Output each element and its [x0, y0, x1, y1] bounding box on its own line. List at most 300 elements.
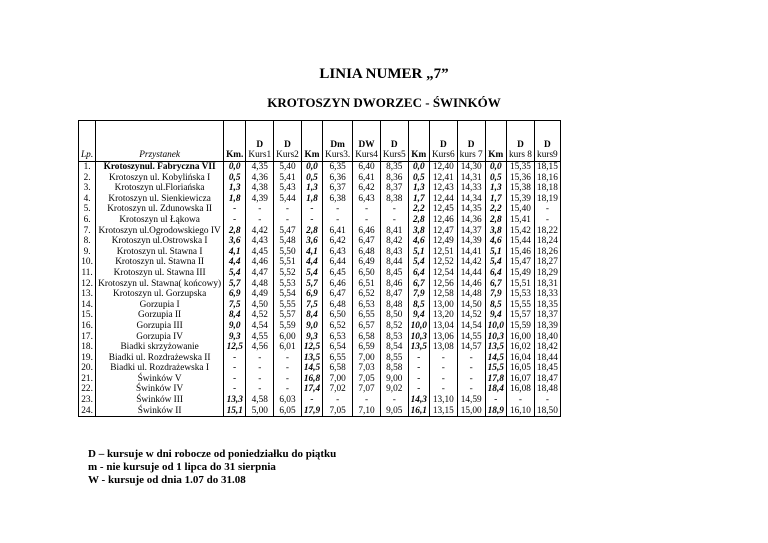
table-row — [79, 268, 561, 279]
cell-k1: 4,52 — [246, 310, 274, 321]
cell-k1: 4,46 — [246, 257, 274, 268]
cell-k2: - — [274, 384, 302, 395]
cell-k1: 4,50 — [246, 300, 274, 311]
cell-km4: 7,9 — [485, 289, 506, 300]
cell-stop: Gorzupia III — [96, 321, 224, 332]
table-row — [79, 342, 561, 353]
cell-k5: 8,41 — [380, 226, 408, 237]
cell-lp: 17. — [79, 332, 96, 343]
cell-k2: - — [274, 374, 302, 385]
column-label: Km — [304, 150, 320, 161]
cell-stop: Krotoszyn ul.Ostrowska I — [96, 236, 224, 247]
cell-k6: 13,00 — [429, 300, 457, 311]
cell-k5: 8,42 — [380, 236, 408, 247]
cell-k2: 6,00 — [274, 332, 302, 343]
cell-k8: 15,38 — [506, 183, 534, 194]
cell-k9: 18,37 — [534, 310, 560, 321]
cell-k3: 6,48 — [323, 300, 353, 311]
cell-k3: 6,58 — [323, 363, 353, 374]
table-row — [79, 406, 561, 417]
cell-km4: 5,4 — [485, 257, 506, 268]
cell-k7: 14,37 — [457, 226, 485, 237]
column-flag: D — [256, 139, 264, 150]
table-row — [79, 236, 561, 247]
cell-k4: - — [353, 395, 381, 406]
column-label: kurs 8 — [508, 150, 532, 161]
cell-k6: 12,41 — [429, 173, 457, 184]
cell-km3: 1,3 — [408, 183, 429, 194]
cell-km2: - — [301, 204, 322, 215]
cell-k3: 6,53 — [323, 332, 353, 343]
table-row — [79, 226, 561, 237]
cell-k7: 14,48 — [457, 289, 485, 300]
cell-k9: 18,16 — [534, 173, 560, 184]
column-flag: Dm — [330, 139, 345, 150]
cell-k5: 8,55 — [380, 353, 408, 364]
cell-stop: Krotoszyn ul. Stawna II — [96, 257, 224, 268]
column-flag: D — [284, 139, 291, 150]
cell-k7: 14,31 — [457, 173, 485, 184]
cell-k6: 12,56 — [429, 279, 457, 290]
cell-k6: 12,43 — [429, 183, 457, 194]
cell-k3: 6,55 — [323, 353, 353, 364]
cell-k1: 4,56 — [246, 342, 274, 353]
cell-km3: 0,5 — [408, 173, 429, 184]
cell-k2: 5,48 — [274, 236, 302, 247]
cell-k1: 5,00 — [246, 406, 274, 417]
cell-k7: 14,39 — [457, 236, 485, 247]
cell-stop: Świnków III — [96, 395, 224, 406]
table-row — [79, 279, 561, 290]
cell-km1: 7,5 — [224, 300, 246, 311]
cell-k6: 13,04 — [429, 321, 457, 332]
cell-k8: 15,42 — [506, 226, 534, 237]
cell-k7: - — [457, 384, 485, 395]
cell-km3: 1,7 — [408, 194, 429, 205]
cell-km2: 4,1 — [301, 247, 322, 258]
cell-km3: 5,4 — [408, 257, 429, 268]
cell-km4: 18,4 — [485, 384, 506, 395]
cell-km4: 0,5 — [485, 173, 506, 184]
cell-lp: 5. — [79, 204, 96, 215]
cell-k4: 6,58 — [353, 332, 381, 343]
cell-km2: 0,5 — [301, 173, 322, 184]
cell-k3: 6,52 — [323, 321, 353, 332]
cell-km2: 1,3 — [301, 183, 322, 194]
cell-k9: 18,26 — [534, 247, 560, 258]
column-label: Kurs4 — [355, 150, 378, 161]
cell-k5: 8,35 — [380, 162, 408, 173]
cell-k7: - — [457, 353, 485, 364]
cell-k4: 6,43 — [353, 194, 381, 205]
cell-k8: - — [506, 395, 534, 406]
cell-k8: 16,10 — [506, 406, 534, 417]
cell-km4: 8,5 — [485, 300, 506, 311]
cell-k5: - — [380, 204, 408, 215]
cell-k7: 14,34 — [457, 194, 485, 205]
cell-k8: 15,39 — [506, 194, 534, 205]
cell-k7: 14,54 — [457, 321, 485, 332]
cell-km1: 15,1 — [224, 406, 246, 417]
cell-k8: 16,05 — [506, 363, 534, 374]
column-flag: D — [544, 139, 551, 150]
cell-k5: 8,46 — [380, 279, 408, 290]
cell-lp: 20. — [79, 363, 96, 374]
cell-km3: 5,1 — [408, 247, 429, 258]
cell-k1: 4,54 — [246, 321, 274, 332]
cell-k9: 18,39 — [534, 321, 560, 332]
column-header-km4 — [485, 121, 506, 162]
cell-stop: Krotoszyn ul. Stawna III — [96, 268, 224, 279]
cell-km4: 6,4 — [485, 268, 506, 279]
cell-k6: 12,44 — [429, 194, 457, 205]
cell-k8: 15,41 — [506, 215, 534, 226]
cell-k8: 16,02 — [506, 342, 534, 353]
cell-k9: 18,27 — [534, 257, 560, 268]
cell-k1: 4,38 — [246, 183, 274, 194]
cell-k4: 7,07 — [353, 384, 381, 395]
cell-km1: 0,0 — [224, 162, 246, 173]
table-row — [79, 374, 561, 385]
cell-k5: 8,54 — [380, 342, 408, 353]
cell-k1: - — [246, 215, 274, 226]
cell-k7: 14,30 — [457, 162, 485, 173]
cell-stop: Krotoszyn ul Łąkowa — [96, 215, 224, 226]
cell-k2: 5,51 — [274, 257, 302, 268]
cell-km1: 9,3 — [224, 332, 246, 343]
column-label: Kurs3. — [325, 150, 351, 161]
cell-km3: 2,2 — [408, 204, 429, 215]
cell-k3: 6,38 — [323, 194, 353, 205]
cell-lp: 8. — [79, 236, 96, 247]
column-flag: DW — [358, 139, 375, 150]
table-row — [79, 363, 561, 374]
cell-km1: 1,3 — [224, 183, 246, 194]
cell-km4: - — [485, 395, 506, 406]
cell-k1: 4,43 — [246, 236, 274, 247]
cell-km1: 5,4 — [224, 268, 246, 279]
cell-k6: 12,49 — [429, 236, 457, 247]
cell-k7: 14,57 — [457, 342, 485, 353]
table-row — [79, 395, 561, 406]
cell-k4: 6,49 — [353, 257, 381, 268]
cell-km3: 10,3 — [408, 332, 429, 343]
table-row — [79, 257, 561, 268]
cell-stop: Biadki ul. Rozdrażewska I — [96, 363, 224, 374]
legend-line: m - nie kursuje od 1 lipca do 31 sierpnia — [88, 461, 276, 473]
cell-stop: Krotoszyn ul. Sienkiewicza — [96, 194, 224, 205]
cell-k1: - — [246, 374, 274, 385]
cell-k9: 18,15 — [534, 162, 560, 173]
cell-k1: 4,45 — [246, 247, 274, 258]
cell-k5: 8,48 — [380, 300, 408, 311]
column-label: Km. — [226, 150, 244, 161]
column-flag: D — [517, 139, 524, 150]
cell-km1: - — [224, 363, 246, 374]
cell-k5: 8,36 — [380, 173, 408, 184]
cell-k4: 6,50 — [353, 268, 381, 279]
column-header-k5 — [380, 121, 408, 162]
cell-k2: 5,52 — [274, 268, 302, 279]
cell-km4: 10,3 — [485, 332, 506, 343]
cell-k8: 15,46 — [506, 247, 534, 258]
table-row — [79, 162, 561, 173]
cell-k9: 18,19 — [534, 194, 560, 205]
cell-k2: 5,43 — [274, 183, 302, 194]
cell-k5: 9,00 — [380, 374, 408, 385]
cell-k5: 8,45 — [380, 268, 408, 279]
cell-k4: 7,05 — [353, 374, 381, 385]
cell-lp: 13. — [79, 289, 96, 300]
cell-k6: 12,52 — [429, 257, 457, 268]
cell-km2: 7,5 — [301, 300, 322, 311]
cell-k3: 7,00 — [323, 374, 353, 385]
cell-km1: - — [224, 204, 246, 215]
cell-km4: 5,1 — [485, 247, 506, 258]
cell-km3: 9,4 — [408, 310, 429, 321]
cell-k2: 5,54 — [274, 289, 302, 300]
cell-k6: - — [429, 353, 457, 364]
timetable-body — [79, 162, 561, 417]
cell-k5: - — [380, 395, 408, 406]
cell-k5: - — [380, 215, 408, 226]
cell-k6: 13,06 — [429, 332, 457, 343]
cell-k1: 4,55 — [246, 332, 274, 343]
table-row — [79, 173, 561, 184]
cell-km3: 7,9 — [408, 289, 429, 300]
cell-k3: 7,02 — [323, 384, 353, 395]
cell-stop: Krotoszyn ul.Ogrodowskiego IV — [96, 226, 224, 237]
cell-k2: 6,01 — [274, 342, 302, 353]
column-label: Lp. — [81, 150, 94, 161]
cell-k7: 14,42 — [457, 257, 485, 268]
cell-stop: Świnków IV — [96, 384, 224, 395]
column-label: Kurs5 — [382, 150, 406, 161]
cell-km3: 16,1 — [408, 406, 429, 417]
column-label: kurs9 — [537, 150, 558, 161]
cell-k1: 4,36 — [246, 173, 274, 184]
cell-k6: 13,20 — [429, 310, 457, 321]
cell-k4: 7,03 — [353, 363, 381, 374]
page-title: LINIA NUMER „7” — [319, 66, 449, 82]
cell-k8: 16,07 — [506, 374, 534, 385]
cell-km1: 5,7 — [224, 279, 246, 290]
cell-km4: 2,8 — [485, 215, 506, 226]
legend-line: W - kursuje od dnia 1.07 do 31.08 — [88, 474, 246, 486]
cell-k4: 6,48 — [353, 247, 381, 258]
cell-k9: 18,35 — [534, 300, 560, 311]
cell-stop: Krotoszyn ul. Kobylińska I — [96, 173, 224, 184]
cell-k4: 6,55 — [353, 310, 381, 321]
cell-k1: 4,35 — [246, 162, 274, 173]
column-header-k8 — [506, 121, 534, 162]
cell-k8: 16,08 — [506, 384, 534, 395]
legend-line: D – kursuje w dni robocze od poniedziałku do piątku — [88, 448, 337, 460]
cell-k5: 8,37 — [380, 183, 408, 194]
cell-k2: 5,53 — [274, 279, 302, 290]
table-row — [79, 194, 561, 205]
cell-k3: 6,44 — [323, 257, 353, 268]
timetable — [78, 120, 561, 417]
cell-k6: 12,47 — [429, 226, 457, 237]
column-label: Kurs2 — [276, 150, 299, 161]
cell-k8: 15,40 — [506, 204, 534, 215]
cell-k7: 14,52 — [457, 310, 485, 321]
cell-km4: 15,5 — [485, 363, 506, 374]
cell-k7: 14,50 — [457, 300, 485, 311]
cell-k4: 6,41 — [353, 173, 381, 184]
cell-km2: 17,9 — [301, 406, 322, 417]
column-header-k4 — [353, 121, 381, 162]
cell-km1: - — [224, 215, 246, 226]
column-label: Przystanek — [139, 150, 180, 161]
column-flag: D — [467, 139, 475, 150]
cell-stop: Krotoszynul. Fabryczna VII — [96, 162, 224, 173]
cell-k2: - — [274, 204, 302, 215]
cell-km1: 13,3 — [224, 395, 246, 406]
cell-k1: - — [246, 363, 274, 374]
cell-k3: 6,46 — [323, 279, 353, 290]
cell-k5: 8,50 — [380, 310, 408, 321]
cell-k4: - — [353, 215, 381, 226]
column-header-k6 — [429, 121, 457, 162]
cell-stop: Biadki ul. Rozdrażewska II — [96, 353, 224, 364]
cell-km3: - — [408, 353, 429, 364]
cell-k8: 15,57 — [506, 310, 534, 321]
table-row — [79, 321, 561, 332]
cell-km1: - — [224, 374, 246, 385]
cell-k1: 4,47 — [246, 268, 274, 279]
cell-k3: 6,47 — [323, 289, 353, 300]
cell-k8: 15,44 — [506, 236, 534, 247]
cell-km3: 2,8 — [408, 215, 429, 226]
cell-k3: 6,36 — [323, 173, 353, 184]
cell-lp: 9. — [79, 247, 96, 258]
cell-stop: Krotoszyn ul.Floriańska — [96, 183, 224, 194]
cell-k6: 12,45 — [429, 204, 457, 215]
column-label: Km — [488, 150, 504, 161]
cell-km1: 2,8 — [224, 226, 246, 237]
cell-k5: 8,47 — [380, 289, 408, 300]
cell-k7: 14,44 — [457, 268, 485, 279]
cell-k4: 6,53 — [353, 300, 381, 311]
cell-k7: 14,33 — [457, 183, 485, 194]
table-row — [79, 204, 561, 215]
column-flag: D — [439, 139, 447, 150]
cell-k6: - — [429, 384, 457, 395]
cell-k8: 16,04 — [506, 353, 534, 364]
column-flag: D — [390, 139, 398, 150]
cell-km1: 4,4 — [224, 257, 246, 268]
cell-k4: 6,57 — [353, 321, 381, 332]
cell-km2: 1,8 — [301, 194, 322, 205]
cell-k6: - — [429, 363, 457, 374]
column-header-k1 — [246, 121, 274, 162]
cell-k9: 18,48 — [534, 384, 560, 395]
cell-k9: - — [534, 204, 560, 215]
cell-km2: 4,4 — [301, 257, 322, 268]
cell-km4: 1,3 — [485, 183, 506, 194]
cell-k2: 5,41 — [274, 173, 302, 184]
cell-k1: 4,39 — [246, 194, 274, 205]
cell-km3: 8,5 — [408, 300, 429, 311]
cell-k2: 5,50 — [274, 247, 302, 258]
cell-km1: 4,1 — [224, 247, 246, 258]
cell-km2: 8,4 — [301, 310, 322, 321]
cell-k4: - — [353, 204, 381, 215]
cell-k3: 7,05 — [323, 406, 353, 417]
cell-k2: 5,47 — [274, 226, 302, 237]
cell-km3: 4,6 — [408, 236, 429, 247]
cell-km2: - — [301, 395, 322, 406]
cell-k7: 14,36 — [457, 215, 485, 226]
cell-lp: 22. — [79, 384, 96, 395]
cell-k7: 14,46 — [457, 279, 485, 290]
cell-k5: 8,53 — [380, 332, 408, 343]
column-label: Km — [411, 150, 427, 161]
cell-km2: 5,4 — [301, 268, 322, 279]
cell-km1: - — [224, 384, 246, 395]
cell-k3: 6,45 — [323, 268, 353, 279]
table-row — [79, 289, 561, 300]
cell-k9: 18,33 — [534, 289, 560, 300]
cell-lp: 18. — [79, 342, 96, 353]
table-row — [79, 310, 561, 321]
cell-k8: 15,53 — [506, 289, 534, 300]
cell-km4: 9,4 — [485, 310, 506, 321]
cell-km2: 3,6 — [301, 236, 322, 247]
cell-km2: 17,4 — [301, 384, 322, 395]
cell-k6: 13,10 — [429, 395, 457, 406]
cell-k3: 6,50 — [323, 310, 353, 321]
cell-k6: 12,54 — [429, 268, 457, 279]
cell-km4: 4,6 — [485, 236, 506, 247]
cell-k2: 5,55 — [274, 300, 302, 311]
cell-stop: Świnków II — [96, 406, 224, 417]
cell-km2: 9,3 — [301, 332, 322, 343]
cell-k9: - — [534, 215, 560, 226]
cell-k6: 12,40 — [429, 162, 457, 173]
cell-k5: 9,05 — [380, 406, 408, 417]
cell-km2: 2,8 — [301, 226, 322, 237]
cell-km1: 6,9 — [224, 289, 246, 300]
cell-k9: 18,42 — [534, 342, 560, 353]
cell-km3: 6,7 — [408, 279, 429, 290]
timetable-header-row — [79, 121, 561, 162]
cell-k8: 15,55 — [506, 300, 534, 311]
cell-k4: 6,47 — [353, 236, 381, 247]
cell-km1: 1,8 — [224, 194, 246, 205]
cell-stop: Gorzupia II — [96, 310, 224, 321]
cell-km4: 6,7 — [485, 279, 506, 290]
cell-lp: 10. — [79, 257, 96, 268]
cell-km2: 9,0 — [301, 321, 322, 332]
cell-km1: 0,5 — [224, 173, 246, 184]
column-label: Kurs6 — [431, 150, 455, 161]
cell-k5: 8,58 — [380, 363, 408, 374]
cell-lp: 3. — [79, 183, 96, 194]
cell-k2: 6,03 — [274, 395, 302, 406]
cell-stop: Krotoszyn ul. Stawna( końcowy) — [96, 279, 224, 290]
cell-stop: Krotoszyn ul. Stawna I — [96, 247, 224, 258]
cell-km2: - — [301, 215, 322, 226]
cell-km3: 13,5 — [408, 342, 429, 353]
cell-k9: 18,29 — [534, 268, 560, 279]
cell-k3: 6,35 — [323, 162, 353, 173]
cell-k5: 8,43 — [380, 247, 408, 258]
cell-km1: 8,4 — [224, 310, 246, 321]
cell-km3: - — [408, 384, 429, 395]
